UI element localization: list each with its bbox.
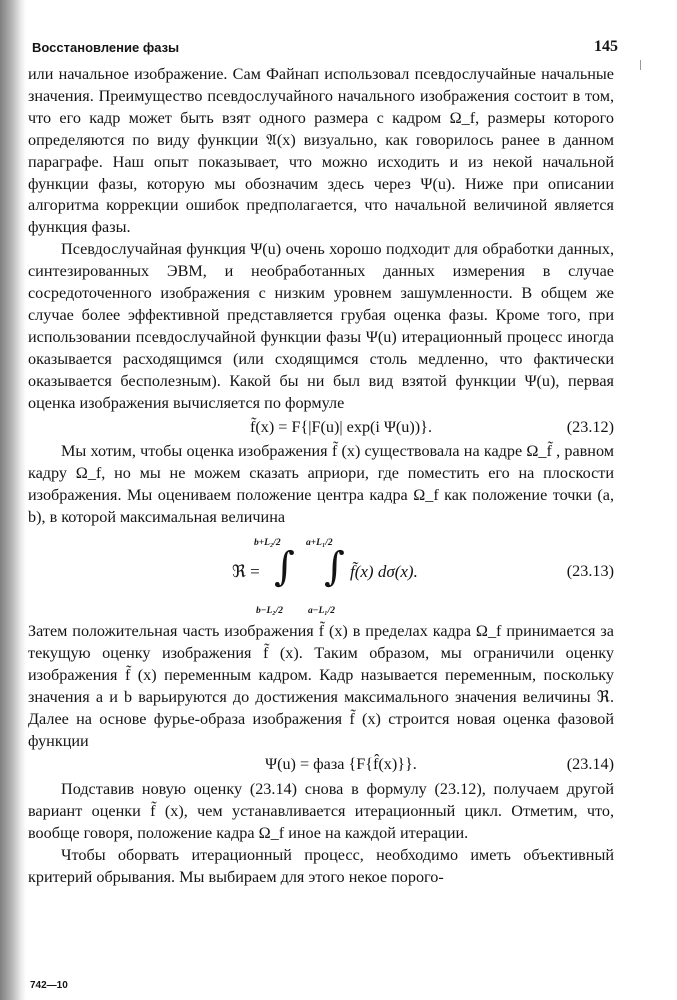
book-page [28,36,618,991]
running-head [28,36,618,60]
inner-integral-sign: ∫ [324,544,345,591]
equation-23-12 [28,417,614,439]
equation-23-13-number: (23.13) [566,562,614,581]
page-number: 145 [594,38,618,55]
equation-23-14-number: (23.14) [566,755,614,774]
equation-23-12-expression: f̃(x) = F{|F(u)| exp(i Ψ(u))}. [250,417,432,436]
inner-lower-limit: a−L₁/2 [308,606,336,617]
page-edge-shadow [0,0,26,1000]
inner-upper-limit: a+L₁/2 [306,538,333,549]
outer-integral-sign: ∫ [274,544,295,591]
section-title: Восстановление фазы [32,40,180,55]
paragraph-1: или начальное изображение. Сам Файнап использовал псевдослучайные начальные значения. Преимущество псевдослучайного начального изображения состоит в том, что его кадр может быть взят одного размера с кадром Ω_f, размеры которого определяются по виду функции 𝔄(x) визуально, как говорилось ранее в данном параграфе. Наш опыт показывает, что можно исходить и из некой начальной функции фазы, которую мы обозначим здесь через Ψ(u). Ниже при описании алгоритма коррекции ошибок предполагается, что начальной величиной является функция фазы. [28,65,614,237]
paragraph-5: Подставив новую оценку (23.14) снова в формулу (23.12), получаем другой вариант оценки f̃ (x), чем устанавливается итерационный цикл. Отметим, что, вообще говоря, положение кадра Ω_f иное на каждой итерации. [28,780,614,843]
paragraph-6: Чтобы оборвать итерационный процесс, необходимо иметь объективный критерий обрывания. Мы выбираем для этого некое порого- [28,846,614,886]
equation-23-13 [28,531,614,617]
equation-23-13-lhs: ℜ = [232,562,260,582]
paragraph-3: Мы хотим, чтобы оценка изображения f̃ (x) существовала на кадре Ω_f̃ , равном кадру Ω_f, но мы не можем сказать априори, где поместить его на плоскости изображения. Мы оцениваем положение центра кадра Ω_f как положение точки (a, b), в которой максимальная величина [28,442,614,527]
equation-23-14 [28,754,614,776]
equation-23-12-number: (23.12) [566,417,614,436]
outer-upper-limit: b+L₂/2 [254,538,281,549]
paragraph-4: Затем положительная часть изображения f̃ (x) в пределах кадра Ω_f принимается за текущую оценку изображения f̃ (x). Таким образом, мы ограничили оценку изображения f̃ (x) переменным кадром. Кадр называется переменным, поскольку значения a и b варьируются до достижения максимального значения величины ℜ. Далее на основе фурье-образа изображения f̃ (x) строится новая оценка фазовой функции [28,622,614,750]
equation-23-13-integrand: f̃(x) dσ(x). [350,562,418,582]
printer-signature: 742—10 [30,980,68,991]
outer-lower-limit: b−L₂/2 [256,606,284,617]
equation-23-14-expression: Ψ(u) = фаза {F{f̂(x)}}. [265,755,417,774]
paragraph-2: Псевдослучайная функция Ψ(u) очень хорошо подходит для обработки данных, синтезированных ЭВМ, и необработанных данных измерения в случае сосредоточенного изображения с низким уровнем зашумленности. В общем же случае более эффективной представляется грубая оценка фазы. Кроме того, при использовании псевдослучайной функции фазы Ψ(u) итерационный процесс иногда оказывается расходящимся (или сходящимся столь медленно, что фактически оказывается бесполезным). Какой бы ни был вид взятой функции Ψ(u), первая оценка изображения вычисляется по формуле [28,240,614,412]
page-body [28,64,614,889]
scan-mark [640,60,641,70]
